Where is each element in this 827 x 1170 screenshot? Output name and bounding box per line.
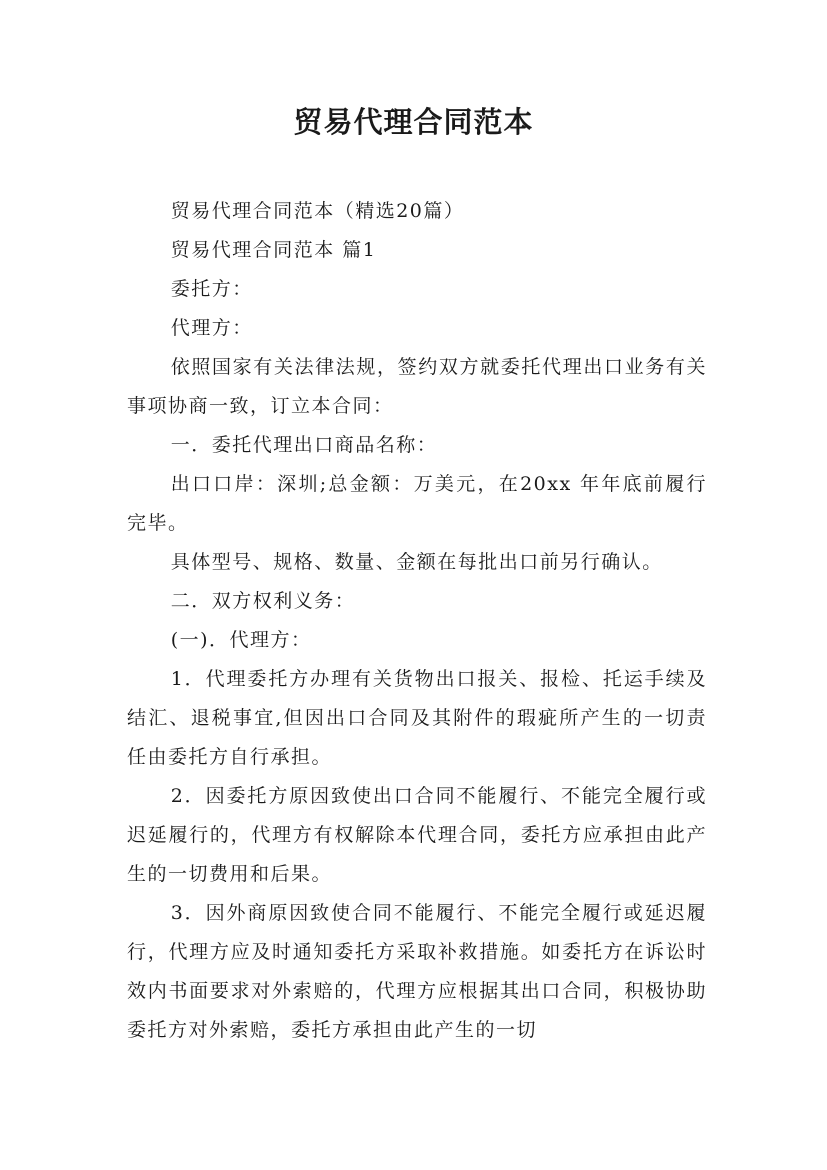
paragraph-agent-party: 代理方：	[170, 317, 253, 339]
paragraph-port-amount: 出口口岸：深圳;总金额：万美元，在20xx 年年底前履行完毕。	[127, 473, 707, 534]
document-body	[127, 192, 707, 1050]
paragraph-preamble: 依照国家有关法律法规，签约双方就委托代理出口业务有关事项协商一致，订立本合同：	[127, 356, 707, 417]
document-title: 贸易代理合同范本	[293, 105, 534, 139]
paragraph-item-1: 1．代理委托方办理有关货物出口报关、报检、托运手续及结汇、退税事宜,但因出口合同及其附件的瑕疵所产生的一切责任由委托方自行承担。	[127, 668, 707, 768]
paragraph-item-2: 2．因委托方原因致使出口合同不能履行、不能完全履行或迟延履行的，代理方有权解除本代理合同，委托方应承担由此产生的一切费用和后果。	[127, 785, 707, 885]
paragraph-item-3: 3．因外商原因致使合同不能履行、不能完全履行或延迟履行，代理方应及时通知委托方采取补救措施。如委托方在诉讼时效内书面要求对外索赔的，代理方应根据其出口合同，积极协助委托方对外索赔，委托方承担由此产生的一切	[127, 902, 707, 1041]
paragraph-section-heading: 贸易代理合同范本 篇1	[170, 239, 377, 261]
paragraph-subtitle: 贸易代理合同范本（精选20篇）	[170, 200, 465, 222]
paragraph-principal-party: 委托方：	[170, 278, 253, 300]
paragraph-clause-1-heading: 一．委托代理出口商品名称：	[170, 434, 438, 456]
paragraph-clause-2-heading: 二．双方权利义务：	[170, 590, 356, 612]
paragraph-specifications: 具体型号、规格、数量、金额在每批出口前另行确认。	[170, 551, 663, 573]
paragraph-agent-subheading: (一)．代理方：	[170, 629, 312, 651]
